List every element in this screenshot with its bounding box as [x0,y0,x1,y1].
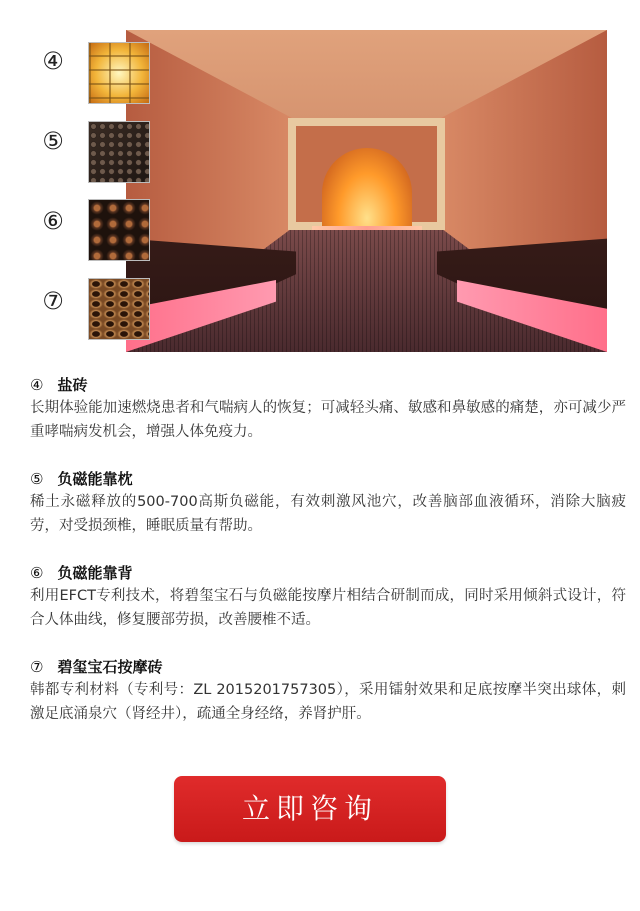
consult-now-button[interactable]: 立即咨询 [174,776,446,842]
feature-section [30,468,626,538]
sauna-room-image [126,30,607,352]
feature-description: 利用EFCT专利技术，将碧玺宝石与负磁能按摩片相结合研制而成，同时采用倾斜式设计，符合人体曲线，修复腰部劳损，改善腰椎不适。 [30,588,626,628]
feature-description: 韩都专利材料（专利号：ZL 2015201757305），采用镭射效果和足底按摩半突出球体，刺激足底涌泉穴（肾经井），疏通全身经络，养肾护肝。 [30,682,626,722]
feature-title: ④ 盐砖 [30,376,88,394]
product-showcase [0,0,640,360]
feature-title: ⑥ 负磁能靠背 [30,564,133,582]
item-number: ⑥ [42,207,64,235]
item-number: ⑤ [42,127,64,155]
feature-list [30,374,626,750]
feature-section [30,656,626,726]
feature-title: ⑦ 碧玺宝石按摩砖 [30,658,163,676]
salt-brick-thumbnail [88,42,150,104]
feature-section [30,374,626,444]
magnetic-backrest-thumbnail [88,199,150,261]
feature-description: 长期体验能加速燃烧患者和气喘病人的恢复；可减轻头痛、敏感和鼻敏感的痛楚，亦可减少严重哮喘病发机会，增强人体免疫力。 [30,400,626,440]
jade-massage-brick-thumbnail [88,278,150,340]
feature-description: 稀土永磁释放的500-700高斯负磁能，有效刺激风池穴，改善脑部血液循环，消除大脑疲劳，对受损颈椎，睡眠质量有帮助。 [30,494,626,534]
feature-title: ⑤ 负磁能靠枕 [30,470,133,488]
item-number: ⑦ [42,287,64,315]
feature-section [30,562,626,632]
magnetic-pillow-thumbnail [88,121,150,183]
item-number: ④ [42,47,64,75]
